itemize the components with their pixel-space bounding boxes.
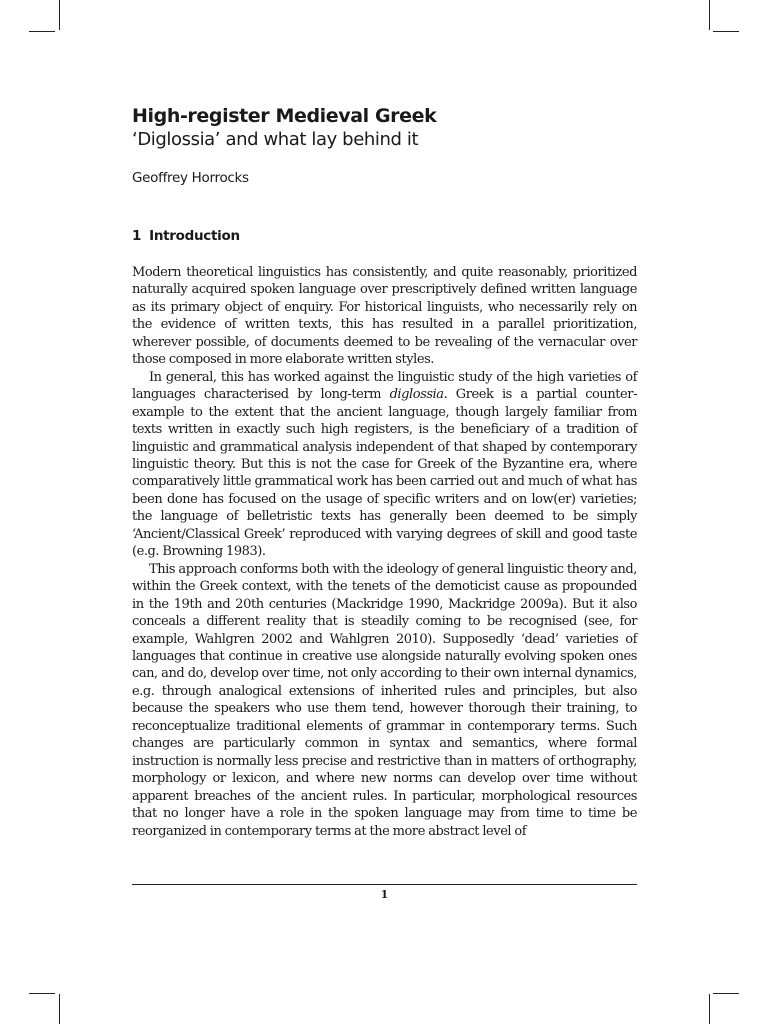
page-content [132,104,637,840]
paragraph-2 [132,369,637,561]
section-heading [132,227,637,245]
section-title: Introduction [149,228,240,244]
crop-mark-bottom-right [709,994,710,1024]
crop-mark-bottom-left [59,994,60,1024]
page-number: 1 [380,888,389,901]
crop-mark-bottom-left [29,993,55,994]
crop-mark-top-left [29,31,55,32]
article-title: High-register Medieval Greek [132,105,437,127]
article-subtitle: ‘Diglossia’ and what lay behind it [132,129,419,150]
section-number: 1 [132,228,142,244]
crop-mark-top-right [709,0,710,30]
crop-mark-top-right [713,31,739,32]
body-text [132,264,637,840]
author-name: Geoffrey Horrocks [132,170,249,186]
paragraph-2-italic-term: diglossia [389,387,444,403]
crop-mark-bottom-right [713,993,739,994]
paragraph-2-text-a: In general, this has worked against the linguistic study of the high varieties of languages characterised by long-term [132,369,637,403]
paragraph-2-text-b: . Greek is a partial counter-example to the extent that the ancient language, though largely familiar from texts written in exactly such high registers, is the beneficiary of a tradition of linguistic and grammatical analysis independent of that shaped by contemporary linguistic theory. But this is not the case for Greek of the Byzantine era, where comparatively little grammatical work has been carried out and much of what has been done has focused on the usage of specific writers and on low(er) varieties; the language of belletristic texts has generally been deemed to be simply ‘Ancient/Classical Greek’ reproduced with varying degrees of skill and good taste (e.g. Browning 1983). [132,387,638,560]
crop-mark-top-left [59,0,60,30]
paragraph-3: This approach conforms both with the ideology of general linguistic theory and, within the Greek context, with the tenets of the demoticist cause as propounded in the 19th and 20th centuries (Mackridge 1990, Mackridge 2009a). But it also conceals a different reality that is steadily coming to be recognised (see, for example, Wahlgren 2002 and Wahlgren 2010). Supposedly ‘dead’ varieties of languages that continue in creative use alongside naturally evolving spoken ones can, and do, develop over time, not only according to their own internal dynamics, e.g. through analogical extensions of inherited rules and principles, but also because the speakers who use them tend, however thorough their training, to reconceptualize traditional elements of grammar in contemporary terms. Such changes are particularly common in syntax and semantics, where formal instruction is normally less precise and restrictive than in matters of orthography, morphology or lexicon, and where new norms can develop over time without apparent breaches of the ancient rules. In particular, morphological resources that no longer have a role in the spoken language may from time to time be reorganized in contemporary terms at the more abstract level of [132,561,637,839]
paragraph-1: Modern theoretical linguistics has consistently, and quite reasonably, prioritized naturally acquired spoken language over prescriptively defined written language as its primary object of enquiry. For historical linguists, who necessarily rely on the evidence of written texts, this has resulted in a parallel prioritization, wherever possible, of documents deemed to be revealing of the vernacular over those composed in more elaborate written styles. [132,265,637,368]
footer-rule [132,884,637,885]
